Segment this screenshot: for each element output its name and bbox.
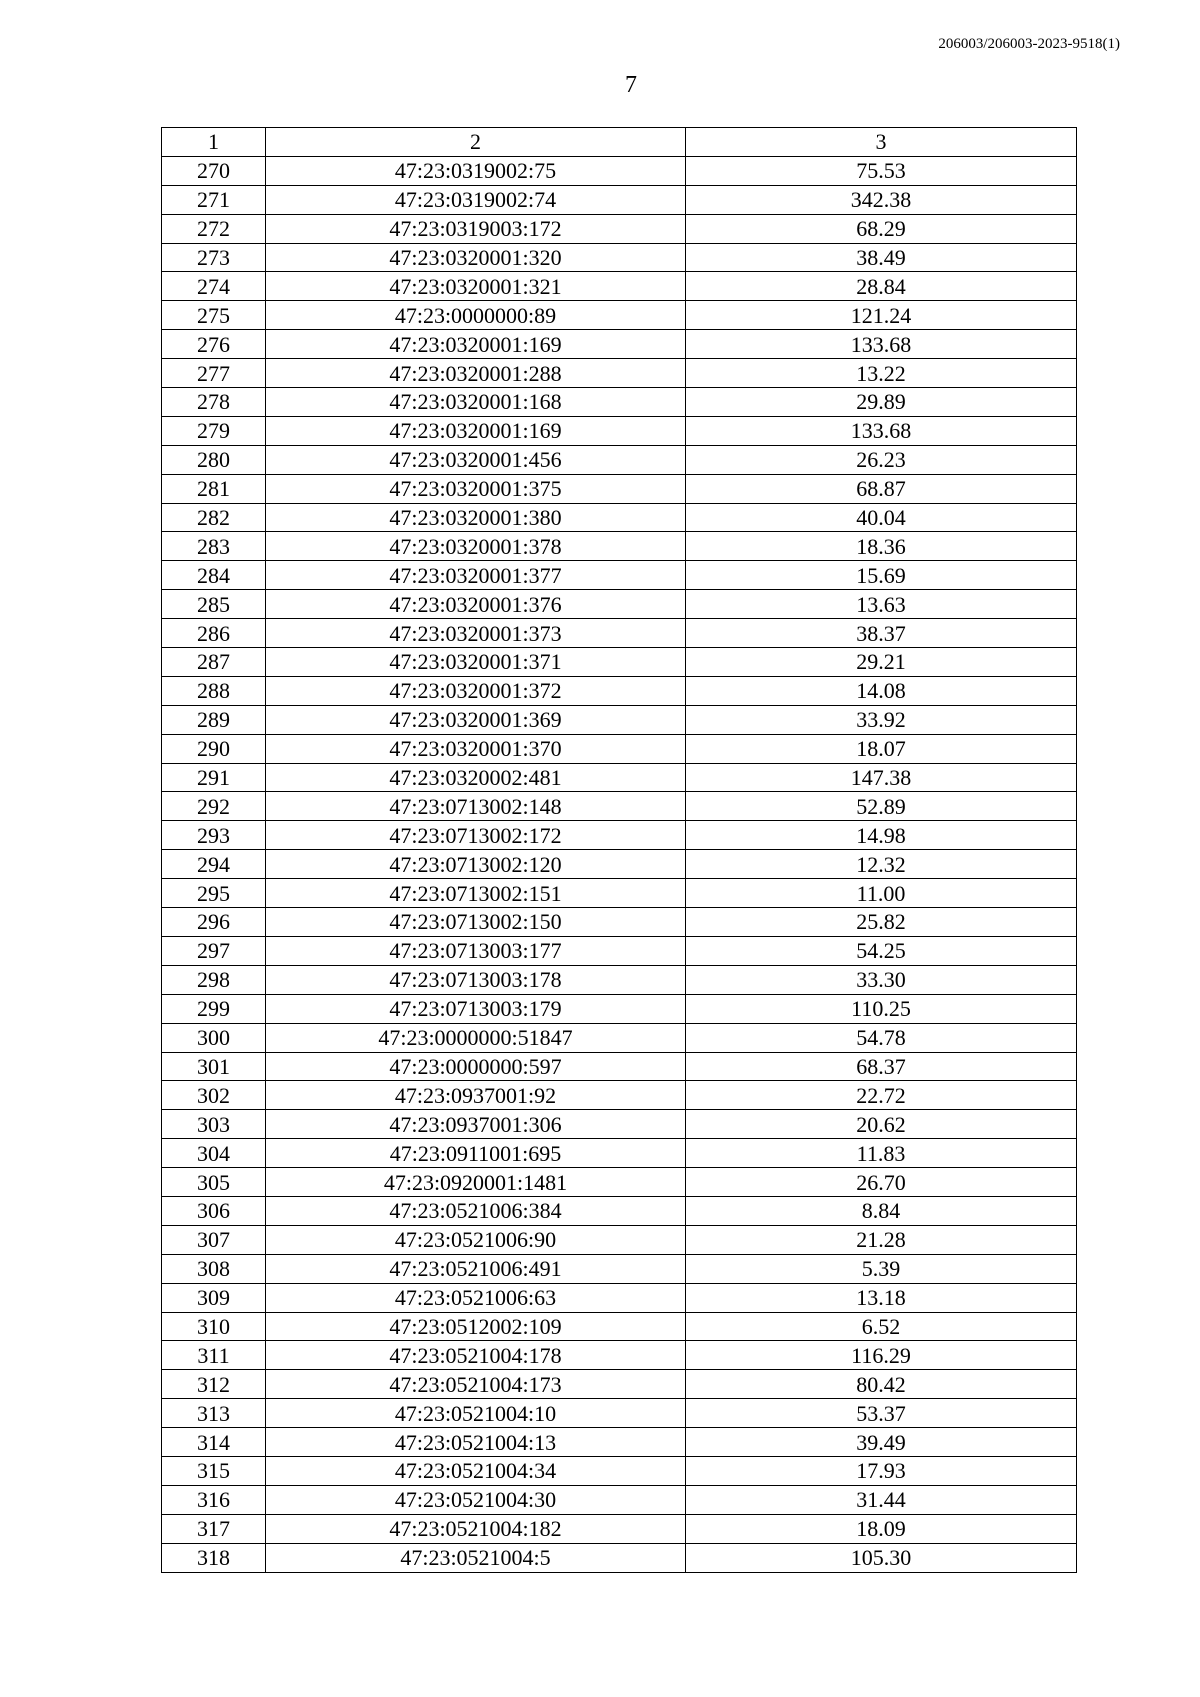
- document-id: 206003/206003-2023-9518(1): [938, 36, 1120, 52]
- row-number-cell: 291: [162, 763, 266, 792]
- row-number-cell: 313: [162, 1399, 266, 1428]
- cadastral-number-cell: 47:23:0521004:173: [266, 1370, 686, 1399]
- cadastral-number-cell: 47:23:0320001:375: [266, 474, 686, 503]
- row-number-cell: 276: [162, 330, 266, 359]
- table-row: [162, 792, 1077, 821]
- area-cell: 5.39: [686, 1254, 1077, 1283]
- cadastral-number-cell: 47:23:0000000:89: [266, 301, 686, 330]
- area-cell: 116.29: [686, 1341, 1077, 1370]
- cadastral-number-cell: 47:23:0320001:456: [266, 445, 686, 474]
- table-row: [162, 994, 1077, 1023]
- area-cell: 18.36: [686, 532, 1077, 561]
- area-cell: 11.83: [686, 1139, 1077, 1168]
- table-row: [162, 1254, 1077, 1283]
- row-number-cell: 290: [162, 734, 266, 763]
- table-row: [162, 1399, 1077, 1428]
- row-number-cell: 292: [162, 792, 266, 821]
- cadastral-number-cell: 47:23:0320001:320: [266, 243, 686, 272]
- area-cell: 17.93: [686, 1456, 1077, 1485]
- row-number-cell: 284: [162, 561, 266, 590]
- row-number-cell: 315: [162, 1456, 266, 1485]
- row-number-cell: 305: [162, 1168, 266, 1197]
- cadastral-number-cell: 47:23:0937001:306: [266, 1110, 686, 1139]
- cadastral-number-cell: 47:23:0320001:380: [266, 503, 686, 532]
- area-cell: 14.08: [686, 676, 1077, 705]
- cadastral-number-cell: 47:23:0320001:373: [266, 619, 686, 648]
- row-number-cell: 275: [162, 301, 266, 330]
- table-row: [162, 908, 1077, 937]
- area-cell: 29.21: [686, 648, 1077, 677]
- area-cell: 80.42: [686, 1370, 1077, 1399]
- row-number-cell: 272: [162, 214, 266, 243]
- row-number-cell: 270: [162, 156, 266, 185]
- row-number-cell: 318: [162, 1543, 266, 1572]
- area-cell: 14.98: [686, 821, 1077, 850]
- table-row: [162, 1428, 1077, 1457]
- area-cell: 52.89: [686, 792, 1077, 821]
- row-number-cell: 317: [162, 1514, 266, 1543]
- row-number-cell: 277: [162, 359, 266, 388]
- row-number-cell: 286: [162, 619, 266, 648]
- cadastral-number-cell: 47:23:0320001:288: [266, 359, 686, 388]
- cadastral-number-cell: 47:23:0320001:321: [266, 272, 686, 301]
- table-row: [162, 1341, 1077, 1370]
- area-cell: 40.04: [686, 503, 1077, 532]
- area-cell: 31.44: [686, 1485, 1077, 1514]
- row-number-cell: 298: [162, 965, 266, 994]
- table-row: [162, 359, 1077, 388]
- row-number-cell: 279: [162, 416, 266, 445]
- row-number-cell: 288: [162, 676, 266, 705]
- row-number-cell: 301: [162, 1052, 266, 1081]
- table-row: [162, 185, 1077, 214]
- table-row: [162, 214, 1077, 243]
- table-row: [162, 1514, 1077, 1543]
- cadastral-number-cell: 47:23:0713003:177: [266, 936, 686, 965]
- row-number-cell: 309: [162, 1283, 266, 1312]
- area-cell: 54.25: [686, 936, 1077, 965]
- cadastral-number-cell: 47:23:0521004:30: [266, 1485, 686, 1514]
- table-row: [162, 1139, 1077, 1168]
- cadastral-number-cell: 47:23:0000000:597: [266, 1052, 686, 1081]
- area-cell: 12.32: [686, 850, 1077, 879]
- cadastral-number-cell: 47:23:0000000:51847: [266, 1023, 686, 1052]
- area-cell: 22.72: [686, 1081, 1077, 1110]
- table-row: [162, 416, 1077, 445]
- table-body: [162, 156, 1077, 1572]
- area-cell: 18.07: [686, 734, 1077, 763]
- area-cell: 13.22: [686, 359, 1077, 388]
- row-number-cell: 271: [162, 185, 266, 214]
- cadastral-number-cell: 47:23:0320001:169: [266, 416, 686, 445]
- row-number-cell: 278: [162, 388, 266, 417]
- table-row: [162, 1023, 1077, 1052]
- area-cell: 26.70: [686, 1168, 1077, 1197]
- row-number-cell: 316: [162, 1485, 266, 1514]
- table-row: [162, 1225, 1077, 1254]
- cadastral-number-cell: 47:23:0713003:178: [266, 965, 686, 994]
- area-cell: 39.49: [686, 1428, 1077, 1457]
- cadastral-number-cell: 47:23:0521004:182: [266, 1514, 686, 1543]
- cadastral-number-cell: 47:23:0521006:63: [266, 1283, 686, 1312]
- area-cell: 11.00: [686, 879, 1077, 908]
- table-row: [162, 503, 1077, 532]
- cadastral-number-cell: 47:23:0320001:377: [266, 561, 686, 590]
- cadastral-number-cell: 47:23:0521004:5: [266, 1543, 686, 1572]
- table-row: [162, 1456, 1077, 1485]
- row-number-cell: 310: [162, 1312, 266, 1341]
- table-row: [162, 272, 1077, 301]
- table-row: [162, 1110, 1077, 1139]
- area-cell: 13.18: [686, 1283, 1077, 1312]
- table-row: [162, 879, 1077, 908]
- cadastral-number-cell: 47:23:0920001:1481: [266, 1168, 686, 1197]
- cadastral-number-cell: 47:23:0320001:378: [266, 532, 686, 561]
- table-row: [162, 965, 1077, 994]
- row-number-cell: 314: [162, 1428, 266, 1457]
- cadastral-number-cell: 47:23:0521006:491: [266, 1254, 686, 1283]
- area-cell: 26.23: [686, 445, 1077, 474]
- cadastral-number-cell: 47:23:0319002:75: [266, 156, 686, 185]
- row-number-cell: 281: [162, 474, 266, 503]
- cadastral-number-cell: 47:23:0521004:10: [266, 1399, 686, 1428]
- row-number-cell: 304: [162, 1139, 266, 1168]
- area-cell: 33.92: [686, 705, 1077, 734]
- row-number-cell: 273: [162, 243, 266, 272]
- cadastral-number-cell: 47:23:0320001:372: [266, 676, 686, 705]
- cadastral-table: [161, 127, 1077, 1573]
- area-cell: 147.38: [686, 763, 1077, 792]
- area-cell: 68.87: [686, 474, 1077, 503]
- area-cell: 75.53: [686, 156, 1077, 185]
- row-number-cell: 296: [162, 908, 266, 937]
- table-row: [162, 330, 1077, 359]
- row-number-cell: 311: [162, 1341, 266, 1370]
- table-row: [162, 301, 1077, 330]
- cadastral-number-cell: 47:23:0320001:369: [266, 705, 686, 734]
- row-number-cell: 294: [162, 850, 266, 879]
- row-number-cell: 283: [162, 532, 266, 561]
- area-cell: 53.37: [686, 1399, 1077, 1428]
- cadastral-number-cell: 47:23:0320001:376: [266, 590, 686, 619]
- area-cell: 8.84: [686, 1196, 1077, 1225]
- table-row: [162, 676, 1077, 705]
- area-cell: 20.62: [686, 1110, 1077, 1139]
- area-cell: 13.63: [686, 590, 1077, 619]
- area-cell: 68.37: [686, 1052, 1077, 1081]
- cadastral-number-cell: 47:23:0521004:34: [266, 1456, 686, 1485]
- row-number-cell: 302: [162, 1081, 266, 1110]
- column-header-number: 1: [162, 128, 266, 157]
- area-cell: 68.29: [686, 214, 1077, 243]
- cadastral-number-cell: 47:23:0521006:90: [266, 1225, 686, 1254]
- cadastral-number-cell: 47:23:0521004:178: [266, 1341, 686, 1370]
- cadastral-number-cell: 47:23:0320001:370: [266, 734, 686, 763]
- table-row: [162, 1370, 1077, 1399]
- row-number-cell: 297: [162, 936, 266, 965]
- table-row: [162, 1052, 1077, 1081]
- area-cell: 21.28: [686, 1225, 1077, 1254]
- row-number-cell: 289: [162, 705, 266, 734]
- area-cell: 133.68: [686, 416, 1077, 445]
- row-number-cell: 312: [162, 1370, 266, 1399]
- cadastral-number-cell: 47:23:0713002:148: [266, 792, 686, 821]
- row-number-cell: 282: [162, 503, 266, 532]
- area-cell: 38.37: [686, 619, 1077, 648]
- table-row: [162, 561, 1077, 590]
- area-cell: 29.89: [686, 388, 1077, 417]
- table-header-row: [162, 128, 1077, 157]
- table-row: [162, 388, 1077, 417]
- table-row: [162, 156, 1077, 185]
- table-row: [162, 532, 1077, 561]
- row-number-cell: 300: [162, 1023, 266, 1052]
- table-row: [162, 445, 1077, 474]
- area-cell: 18.09: [686, 1514, 1077, 1543]
- table-row: [162, 936, 1077, 965]
- cadastral-number-cell: 47:23:0521004:13: [266, 1428, 686, 1457]
- cadastral-number-cell: 47:23:0713002:172: [266, 821, 686, 850]
- table-row: [162, 850, 1077, 879]
- area-cell: 54.78: [686, 1023, 1077, 1052]
- column-header-cadastral-number: 2: [266, 128, 686, 157]
- cadastral-number-cell: 47:23:0713002:120: [266, 850, 686, 879]
- cadastral-number-cell: 47:23:0911001:695: [266, 1139, 686, 1168]
- area-cell: 105.30: [686, 1543, 1077, 1572]
- table-row: [162, 474, 1077, 503]
- area-cell: 33.30: [686, 965, 1077, 994]
- row-number-cell: 274: [162, 272, 266, 301]
- row-number-cell: 287: [162, 648, 266, 677]
- table-row: [162, 1543, 1077, 1572]
- table-row: [162, 705, 1077, 734]
- row-number-cell: 303: [162, 1110, 266, 1139]
- table-row: [162, 1283, 1077, 1312]
- cadastral-number-cell: 47:23:0319003:172: [266, 214, 686, 243]
- area-cell: 133.68: [686, 330, 1077, 359]
- row-number-cell: 280: [162, 445, 266, 474]
- cadastral-number-cell: 47:23:0521006:384: [266, 1196, 686, 1225]
- table-row: [162, 243, 1077, 272]
- cadastral-number-cell: 47:23:0713002:150: [266, 908, 686, 937]
- area-cell: 342.38: [686, 185, 1077, 214]
- row-number-cell: 299: [162, 994, 266, 1023]
- row-number-cell: 308: [162, 1254, 266, 1283]
- cadastral-number-cell: 47:23:0320001:169: [266, 330, 686, 359]
- table-row: [162, 1485, 1077, 1514]
- page-number: 7: [625, 72, 637, 98]
- table-row: [162, 1312, 1077, 1341]
- table-row: [162, 590, 1077, 619]
- area-cell: 6.52: [686, 1312, 1077, 1341]
- cadastral-number-cell: 47:23:0320001:168: [266, 388, 686, 417]
- area-cell: 15.69: [686, 561, 1077, 590]
- table-row: [162, 763, 1077, 792]
- column-header-area: 3: [686, 128, 1077, 157]
- row-number-cell: 293: [162, 821, 266, 850]
- table-row: [162, 821, 1077, 850]
- table-row: [162, 734, 1077, 763]
- cadastral-number-cell: 47:23:0713002:151: [266, 879, 686, 908]
- area-cell: 121.24: [686, 301, 1077, 330]
- cadastral-number-cell: 47:23:0319002:74: [266, 185, 686, 214]
- table-row: [162, 1196, 1077, 1225]
- row-number-cell: 307: [162, 1225, 266, 1254]
- cadastral-number-cell: 47:23:0320001:371: [266, 648, 686, 677]
- table-row: [162, 619, 1077, 648]
- row-number-cell: 295: [162, 879, 266, 908]
- area-cell: 110.25: [686, 994, 1077, 1023]
- table-row: [162, 1168, 1077, 1197]
- table-row: [162, 1081, 1077, 1110]
- cadastral-number-cell: 47:23:0512002:109: [266, 1312, 686, 1341]
- area-cell: 28.84: [686, 272, 1077, 301]
- cadastral-number-cell: 47:23:0713003:179: [266, 994, 686, 1023]
- cadastral-number-cell: 47:23:0320002:481: [266, 763, 686, 792]
- row-number-cell: 306: [162, 1196, 266, 1225]
- table-row: [162, 648, 1077, 677]
- area-cell: 25.82: [686, 908, 1077, 937]
- row-number-cell: 285: [162, 590, 266, 619]
- area-cell: 38.49: [686, 243, 1077, 272]
- cadastral-number-cell: 47:23:0937001:92: [266, 1081, 686, 1110]
